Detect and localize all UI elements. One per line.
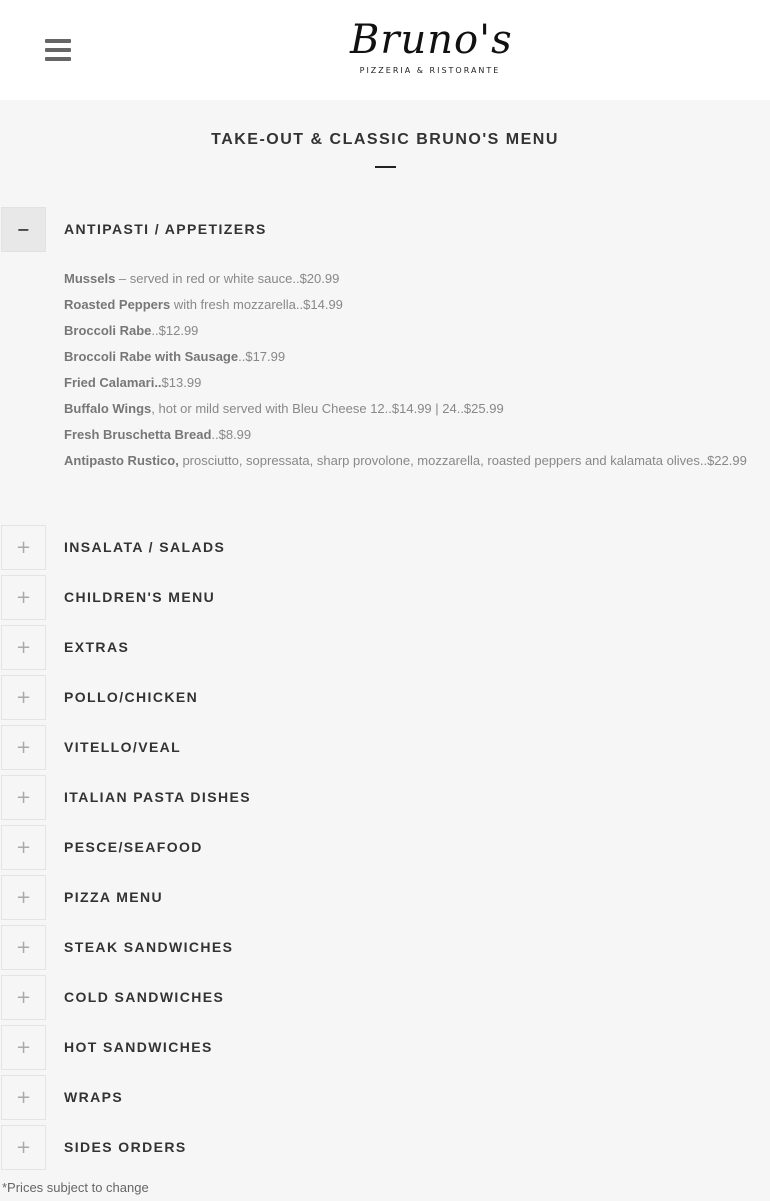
menu-item [64, 344, 754, 370]
accordion-title[interactable]: PIZZA MENU [64, 889, 164, 905]
accordion-item-chicken [0, 675, 770, 721]
menu-item [64, 396, 754, 422]
plus-icon: + [15, 636, 32, 658]
accordion-item-pasta [0, 775, 770, 821]
hamburger-icon[interactable] [45, 39, 71, 61]
menu-item-list [64, 266, 754, 474]
price-footnote: *Prices subject to change [2, 1180, 149, 1195]
expand-button[interactable] [1, 825, 46, 870]
accordion-item-hot-sandwiches [0, 1025, 770, 1071]
accordion-title[interactable]: CHILDREN'S MENU [64, 589, 216, 605]
plus-icon: + [15, 936, 32, 958]
expand-button[interactable] [1, 975, 46, 1020]
plus-icon: + [15, 886, 32, 908]
plus-icon: + [15, 1036, 32, 1058]
accordion-item-antipasti [0, 207, 770, 253]
expand-button[interactable] [1, 1125, 46, 1170]
accordion-title[interactable]: EXTRAS [64, 639, 130, 655]
page-title: TAKE-OUT & CLASSIC BRUNO'S MENU [211, 131, 559, 148]
menu-item-desc: ..$8.99 [211, 427, 252, 442]
plus-icon: + [15, 1136, 32, 1158]
accordion-title[interactable]: INSALATA / SALADS [64, 539, 226, 555]
menu-item-desc: prosciutto, sopressata, sharp provolone, mozzarella, roasted peppers and kalamata olives..$22.99 [178, 453, 747, 468]
menu-item [64, 448, 754, 474]
accordion-title[interactable]: PESCE/SEAFOOD [64, 839, 203, 855]
expand-button[interactable] [1, 675, 46, 720]
accordion-item-extras [0, 625, 770, 671]
menu-item-desc: ..$12.99 [151, 323, 199, 338]
menu-item-name: Mussels [64, 271, 116, 286]
expand-button[interactable] [1, 925, 46, 970]
logo-name: Bruno's [350, 17, 513, 63]
menu-item-name: Antipasto Rustico, [64, 453, 179, 468]
site-header [0, 0, 770, 100]
plus-icon: + [15, 986, 32, 1008]
menu-item [64, 422, 754, 448]
accordion-item-cold-sandwiches [0, 975, 770, 1021]
accordion-item-salads [0, 525, 770, 571]
menu-item-name: Broccoli Rabe with Sausage [64, 349, 239, 364]
plus-icon: + [15, 686, 32, 708]
expand-button[interactable] [1, 575, 46, 620]
expand-button[interactable] [1, 525, 46, 570]
accordion-item-sides [0, 1125, 770, 1171]
menu-item-desc: – served in red or white sauce..$20.99 [115, 271, 340, 286]
expand-button[interactable] [1, 1025, 46, 1070]
expand-button[interactable] [1, 775, 46, 820]
menu-item-desc: ..$17.99 [238, 349, 286, 364]
menu-item [64, 370, 754, 396]
menu-item-desc: , hot or mild served with Bleu Cheese 12..$14.99 | 24..$25.99 [151, 401, 504, 416]
menu-item-name: Roasted Peppers [64, 297, 171, 312]
menu-item [64, 292, 754, 318]
plus-icon: + [15, 1086, 32, 1108]
accordion-item-steak-sandwiches [0, 925, 770, 971]
accordion-item-seafood [0, 825, 770, 871]
plus-icon: + [15, 836, 32, 858]
logo[interactable] [350, 17, 513, 82]
logo-subtitle: PIZZERIA & RISTORANTE [359, 66, 501, 75]
accordion-title[interactable]: SIDES ORDERS [64, 1139, 187, 1155]
accordion-title[interactable]: ANTIPASTI / APPETIZERS [64, 221, 267, 237]
expand-button[interactable] [1, 725, 46, 770]
accordion-item-veal [0, 725, 770, 771]
plus-icon: + [15, 536, 32, 558]
accordion-title[interactable]: STEAK SANDWICHES [64, 939, 234, 955]
accordion-item-childrens-menu [0, 575, 770, 621]
expand-button[interactable] [1, 1075, 46, 1120]
accordion-title[interactable]: VITELLO/VEAL [64, 739, 182, 755]
accordion-item-pizza [0, 875, 770, 921]
accordion-title[interactable]: POLLO/CHICKEN [64, 689, 199, 705]
accordion-item-wraps [0, 1075, 770, 1121]
menu-item-name: Broccoli Rabe [64, 323, 152, 338]
menu-item-name: Fresh Bruschetta Bread [64, 427, 212, 442]
menu-item-desc: $13.99 [161, 375, 202, 390]
accordion-title[interactable]: COLD SANDWICHES [64, 989, 225, 1005]
menu-item-name: Buffalo Wings [64, 401, 152, 416]
plus-icon: + [15, 786, 32, 808]
expand-button[interactable] [1, 625, 46, 670]
accordion-title[interactable]: HOT SANDWICHES [64, 1039, 213, 1055]
minus-icon: − [16, 219, 31, 239]
menu-item-name: Fried Calamari.. [64, 375, 162, 390]
menu-item-desc: with fresh mozzarella..$14.99 [170, 297, 343, 312]
title-divider [375, 166, 396, 168]
accordion-title[interactable]: WRAPS [64, 1089, 124, 1105]
collapse-button[interactable] [1, 207, 46, 252]
menu-item [64, 266, 754, 292]
plus-icon: + [15, 586, 32, 608]
accordion-title[interactable]: ITALIAN PASTA DISHES [64, 789, 251, 805]
plus-icon: + [15, 736, 32, 758]
expand-button[interactable] [1, 875, 46, 920]
menu-item [64, 318, 754, 344]
